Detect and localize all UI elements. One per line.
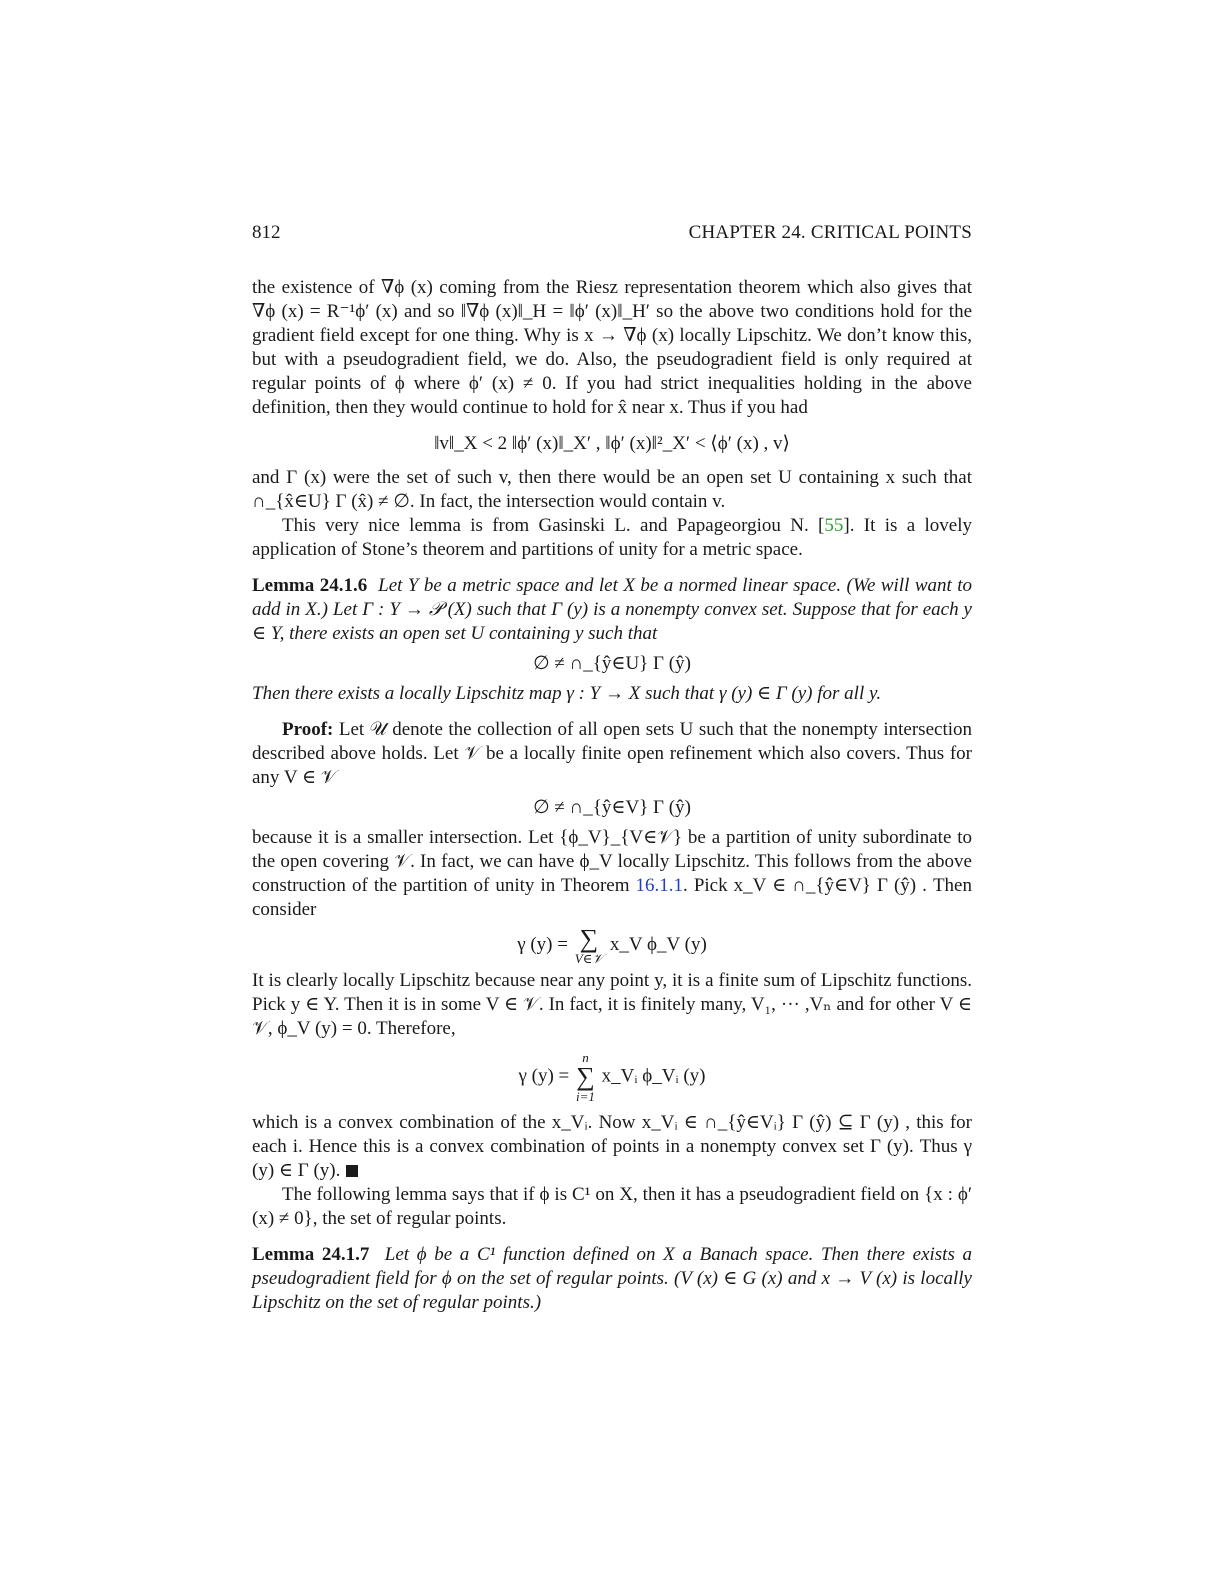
paragraph-3-text: This very nice lemma is from Gasinski L. and Papageorgiou N. [ bbox=[282, 515, 825, 536]
proof-text-4: which is a convex combination of the x_Vᵢ. Now x_Vᵢ ∈ ∩_{ŷ∈Vᵢ} Γ (ŷ) ⊆ Γ (y) , this for each i. Hence this is a convex combination of points in a nonempty convex set Γ (y). Thus γ (y) ∈ Γ (y). bbox=[252, 1112, 972, 1181]
paragraph-2: and Γ (x) were the set of such v, then there would be an open set U containing x such that ∩_{x̂∈U} Γ (x̂) ≠ ∅. In fact, the intersection would contain v. bbox=[252, 467, 972, 512]
lemma-24-1-6 bbox=[252, 574, 972, 706]
display-equation-1: ‖v‖_X < 2 ‖ϕ′ (x)‖_X′ , ‖ϕ′ (x)‖²_X′ < ⟨ϕ′ (x) , v⟩ bbox=[434, 433, 790, 454]
paragraph-3-tail: ]. It is a lovely application of Stone’s theorem and partitions of unity for a metric space. bbox=[252, 515, 973, 560]
lemma-conclusion: Then there exists a locally Lipschitz map γ : Y → X such that γ (y) ∈ Γ (y) for all y. bbox=[252, 683, 882, 704]
display-3-rhs: x_Vᵢ ϕ_Vᵢ (y) bbox=[601, 1065, 706, 1087]
theorem-reference-link[interactable]: 16.1.1 bbox=[635, 875, 684, 896]
summation-symbol: ∑ V∈𝒱 bbox=[574, 924, 604, 966]
running-header bbox=[252, 222, 972, 248]
sum-subscript: V∈𝒱 bbox=[574, 951, 604, 966]
sum-subscript: i=1 bbox=[576, 1089, 595, 1104]
chapter-title: CHAPTER 24. CRITICAL POINTS bbox=[688, 222, 972, 243]
sum-superscript: n bbox=[582, 1050, 589, 1065]
proof-paragraph-2 bbox=[252, 826, 972, 922]
page-body bbox=[252, 276, 972, 1315]
proof-text-3: It is clearly locally Lipschitz because near any point y, it is a finite sum of Lipschitz functions. Pick y ∈ Y. Then it is in some V ∈ 𝒱. In fact, it is finitely many, V₁, ··· ,Vₙ and for other V ∈ 𝒱, ϕ_V (y) = 0. Therefore, bbox=[252, 970, 972, 1039]
lemma-statement: Let Y be a metric space and let X be a normed linear space. (We will want to add in X.) Let Γ : Y → 𝒫 (X) such that Γ (y) is a nonempty convex set. Suppose that for each y ∈ Y, there exists an open set U containing y such that bbox=[252, 575, 973, 644]
qed-square-icon bbox=[346, 1165, 358, 1177]
lemma-label: Lemma 24.1.6 bbox=[252, 575, 368, 596]
display-2-rhs: x_V ϕ_V (y) bbox=[609, 933, 707, 955]
display-3-lhs: γ (y) = bbox=[518, 1065, 570, 1087]
proof-block bbox=[252, 718, 972, 1183]
citation-link[interactable]: 55 bbox=[824, 515, 844, 536]
proof-text-2: because it is a smaller intersection. Let {ϕ_V}_{V∈𝒱} be a partition of unity subordinate to the open covering 𝒱. In fact, we can have ϕ_V locally Lipschitz. This follows from the above construction of the partition of unity in Theorem bbox=[252, 827, 972, 896]
lemma-display-equation: ∅ ≠ ∩_{ŷ∈U} Γ (ŷ) bbox=[533, 653, 691, 674]
display-2-lhs: γ (y) = bbox=[517, 933, 568, 955]
proof-text-2-tail: . Pick x_V ∈ ∩_{ŷ∈V} Γ (ŷ) . Then consider bbox=[252, 875, 972, 920]
lemma-label: Lemma 24.1.7 bbox=[252, 1244, 370, 1265]
paragraph-1: the existence of ∇ϕ (x) coming from the Riesz representation theorem which also gives that ∇ϕ (x) = R⁻¹ϕ′ (x) and so ‖∇ϕ (x)‖_H = ‖ϕ′ (x)‖_H′ so the above two conditions hold for the gradient field except for one thing. Why is x → ∇ϕ (x) locally Lipschitz. We don’t know this, but with a pseudogradient field, we do. Also, the pseudogradient field is only required at regular points of ϕ where ϕ′ (x) ≠ 0. If you had strict inequalities holding in the above definition, then they would continue to hold for x̂ near x. Thus if you had bbox=[252, 277, 972, 418]
proof-display-1: ∅ ≠ ∩_{ŷ∈V} Γ (ŷ) bbox=[533, 797, 691, 818]
lemma-24-1-7 bbox=[252, 1243, 972, 1315]
summation-symbol: n ∑ i=1 bbox=[576, 1050, 595, 1104]
paragraph-4: The following lemma says that if ϕ is C¹ on X, then it has a pseudogradient field on {x : ϕ′ (x) ≠ 0}, the set of regular points. bbox=[252, 1184, 972, 1229]
proof-paragraph-4 bbox=[252, 1111, 972, 1183]
paragraph-3 bbox=[252, 514, 972, 562]
proof-display-2 bbox=[252, 926, 972, 965]
proof-display-3 bbox=[252, 1051, 972, 1103]
page-number: 812 bbox=[252, 222, 281, 243]
proof-label: Proof: bbox=[282, 719, 334, 740]
lemma-statement: Let ϕ be a C¹ function defined on X a Banach space. Then there exists a pseudogradient field for ϕ on the set of regular points. (V (x) ∈ G (x) and x → V (x) is locally Lipschitz on the set of regular points.) bbox=[252, 1244, 973, 1313]
proof-text-1: Let 𝒰 denote the collection of all open sets U such that the nonempty intersection described above holds. Let 𝒱 be a locally finite open refinement which also covers. Thus for any V ∈ 𝒱 bbox=[252, 719, 973, 788]
